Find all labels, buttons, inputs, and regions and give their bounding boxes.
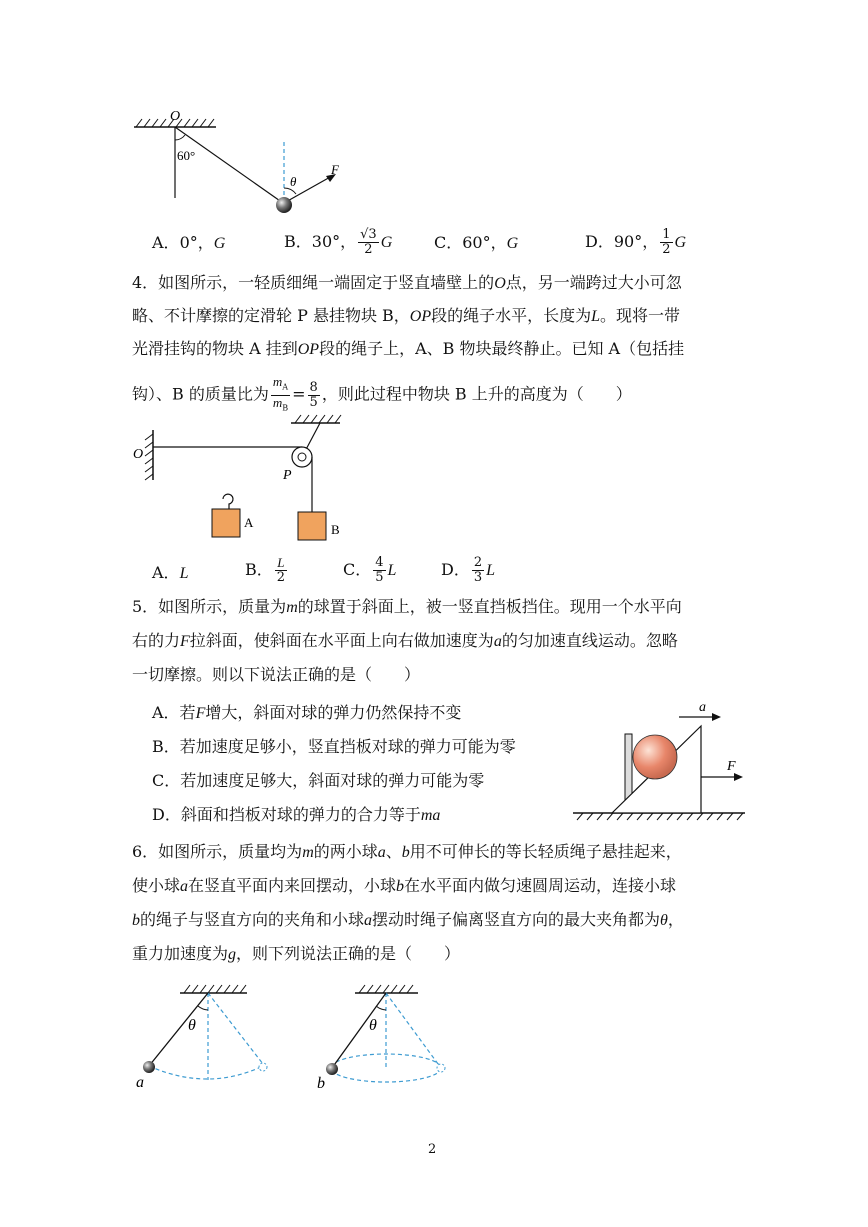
q4-option-b: B． $\frac{L}{2}$ [245, 555, 286, 585]
q6-b-theta-label: θ [369, 1017, 377, 1034]
q6-ball-b-label: b [317, 1075, 325, 1090]
q3-point-o: O [170, 109, 181, 124]
q4-point-p: P [283, 468, 292, 483]
q6-line-1: 6．如图所示，质量均为m的两小球a、b用不可伸长的等长轻质绳子悬挂起来， [132, 842, 682, 861]
q4-block-b [298, 512, 326, 540]
q4-line-1: 4．如图所示，一轻质细绳一端固定于竖直墙壁上的O点，另一端跨过大小可忽 [132, 273, 682, 292]
q4-option-a: A．L [152, 563, 189, 582]
q5-ball [633, 735, 677, 779]
q4-point-o: O [133, 447, 144, 462]
q3-figure [120, 100, 360, 220]
q6-figure-b [305, 980, 465, 1090]
q4-line-4: 钩）、B 的质量比为 $\frac{m_A}{m_B}$ = $\frac{8}{5}$ ，则此过程中物块 B 上升的高度为（ ） [132, 374, 632, 413]
q5-force-label: F [727, 759, 736, 774]
q6-ball-b [326, 1063, 338, 1075]
q6-line-3: b的绳子与竖直方向的夹角和小球a摆动时绳子偏离竖直方向的最大夹角都为θ， [132, 910, 684, 929]
q6-line-2: 使小球a在竖直平面内来回摆动，小球b在水平面内做匀速圆周运动，连接小球 [132, 876, 677, 895]
q4-line-2: 略、不计摩擦的定滑轮 P 悬挂物块 B，OP段的绳子水平，长度为L。现将一带 [132, 306, 681, 325]
q4-line-3: 光滑挂钩的物块 A 挂到OP段的绳子上，A、B 物块最终静止。已知 A（包括挂 [132, 339, 685, 358]
q6-a-theta-label: θ [188, 1017, 196, 1034]
page-number: 2 [428, 1142, 437, 1157]
q3-theta-label: θ [290, 174, 297, 189]
q3-option-c: C．60°，G [434, 233, 519, 252]
q3-option-d: D．90°， $\frac{1}{2}$ G [585, 227, 687, 257]
q6-figure-a [125, 980, 285, 1090]
q6-ball-a-label: a [136, 1074, 144, 1090]
q5-option-a: A．若F增大，斜面对球的弹力仍然保持不变 [152, 703, 462, 722]
q6-line-4: 重力加速度为g，则下列说法正确的是（ ） [132, 944, 461, 963]
q4-block-b-label: B [331, 522, 340, 537]
q3-ball [276, 197, 292, 213]
q5-line-3: 一切摩擦。则以下说法正确的是（ ） [132, 665, 421, 684]
q4-figure [125, 412, 365, 547]
q6-ball-a [143, 1061, 155, 1073]
q5-option-b: B．若加速度足够小，竖直挡板对球的弹力可能为零 [152, 737, 516, 756]
q3-option-a: A．0°，G [152, 233, 226, 252]
q4-option-c: C． $\frac{4}{5}$ L [343, 555, 397, 585]
q5-line-2: 右的力F拉斜面，使斜面在水平面上向右做加速度为a的匀加速直线运动。忽略 [132, 631, 678, 650]
q3-force-label: F [331, 162, 339, 177]
q5-option-c: C．若加速度足够大，斜面对球的弹力可能为零 [152, 771, 485, 790]
q4-block-a-label: A [244, 515, 254, 530]
q4-block-a [212, 509, 240, 537]
q5-figure [565, 700, 755, 825]
q3-option-b: B．30°， $\frac{√3}{2}$ G [284, 227, 393, 257]
q3-angle-label: 60° [177, 148, 196, 163]
q4-option-d: D． $\frac{2}{3}$ L [441, 555, 496, 585]
q5-option-d: D．斜面和挡板对球的弹力的合力等于ma [152, 805, 441, 824]
q5-line-1: 5．如图所示，质量为m的球置于斜面上，被一竖直挡板挡住。现用一个水平向 [132, 597, 682, 616]
q5-acc-label: a [699, 700, 706, 715]
